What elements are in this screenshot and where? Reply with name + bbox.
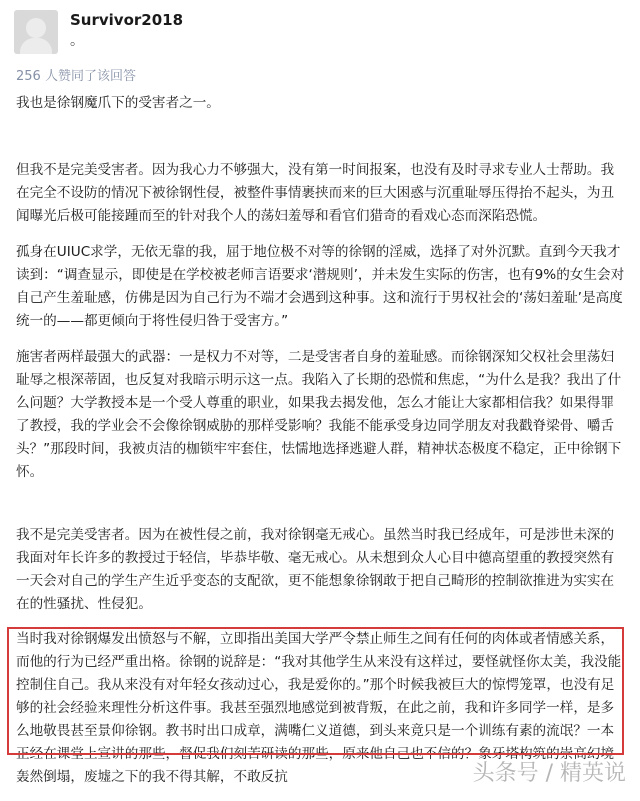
watermark: 头条号 / 精英说 xyxy=(472,761,626,786)
paragraph-highlighted: 当时我对徐钢爆发出愤怒与不解，立即指出美国大学严令禁止师生之间有任何的肉体或者情感关系，而他的行为已经严重出格。徐钢的说辞是：“我对其他学生从来没有这样过，要怪就怪你太美，我没能控制住自己。我从来没有对年轻女孩动过心，我是爱你的。”那个时候我被巨大的惊愕笼罩，也没有足够的社会经验来理性分析这件事。我甚至强烈地感觉到被背叛，在此之前，我和许多同学一样，是多么地敬畏甚至景仰徐钢。教书时出口成章，满嘴仁义道德，到头来竟只是一个训练有素的流氓？一本正经在课堂上宣讲的那些，督促我们刻苦研读的那些，原来他自己也不信的？象牙塔构筑的崇高幻境轰然倒塌，废墟之下的我不得其解，不敢反抗 xyxy=(16,631,622,785)
author-bio: 。 xyxy=(70,33,84,49)
vote-count: 256 人赞同了该回答 xyxy=(16,69,136,84)
avatar-head-shape xyxy=(26,18,46,38)
avatar-body-shape xyxy=(20,38,52,54)
answer-header xyxy=(14,10,626,60)
paragraph: 施害者两样最强大的武器：一是权力不对等，二是受害者自身的羞耻感。而徐钢深知父权社会里荡妇耻辱之根深蒂固，也反复对我暗示明示这一点。我陷入了长期的恐慌和焦虑，“为什么是我？我出了什么问题？大学教授本是一个受人尊重的职业，如果我去揭发他，怎么才能让大家都相信我？如果得罪了教授，我的学业会不会像徐钢威胁的那样受影响？我能不能承受身边同学朋友对我戳脊梁骨、嚼舌头？”那段时间，我被贞洁的枷锁牢牢套住，怯懦地选择逃避人群，精神状态极度不稳定，正中徐钢下怀。 xyxy=(16,349,622,480)
paragraph: 我也是徐钢魔爪下的受害者之一。 xyxy=(16,95,220,111)
paragraph: 孤身在UIUC求学，无依无靠的我，屈于地位极不对等的徐钢的淫威，选择了对外沉默。直到今天我才读到：“调查显示，即使是在学校被老师言语要求‘潜规则’，并未发生实际的伤害，也有9%的女生会对自己产生羞耻感，仿佛是因为自己行为不端才会遇到这种事。这和流行于男权社会的‘荡妇羞耻’是高度统一的——都更倾向于将性侵归咎于受害方。” xyxy=(16,244,625,329)
avatar[interactable] xyxy=(14,10,58,54)
paragraph: 但我不是完美受害者。因为我心力不够强大，没有第一时间报案，也没有及时寻求专业人士帮助。我在完全不设防的情况下被徐钢性侵，被整件事情裹挟而来的巨大困惑与沉重耻辱压得抬不起头，为丑闻曝光后极可能接踵而至的针对我个人的荡妇羞辱和看官们猎奇的看戏心态而深陷恐慌。 xyxy=(16,162,615,224)
author-name[interactable]: Survivor2018 xyxy=(70,11,184,29)
answer-body xyxy=(16,92,626,789)
paragraph: 我不是完美受害者。因为在被性侵之前，我对徐钢毫无戒心。虽然当时我已经成年，可是涉世未深的我面对年长许多的教授过于轻信，毕恭毕敬、毫无戒心。从未想到众人心目中德高望重的教授突然有一天会对自己的学生产生近乎变态的支配欲，更不能想象徐钢敢于把自己畸形的控制欲推进为实实在在的性骚扰、性侵犯。 xyxy=(16,527,615,612)
